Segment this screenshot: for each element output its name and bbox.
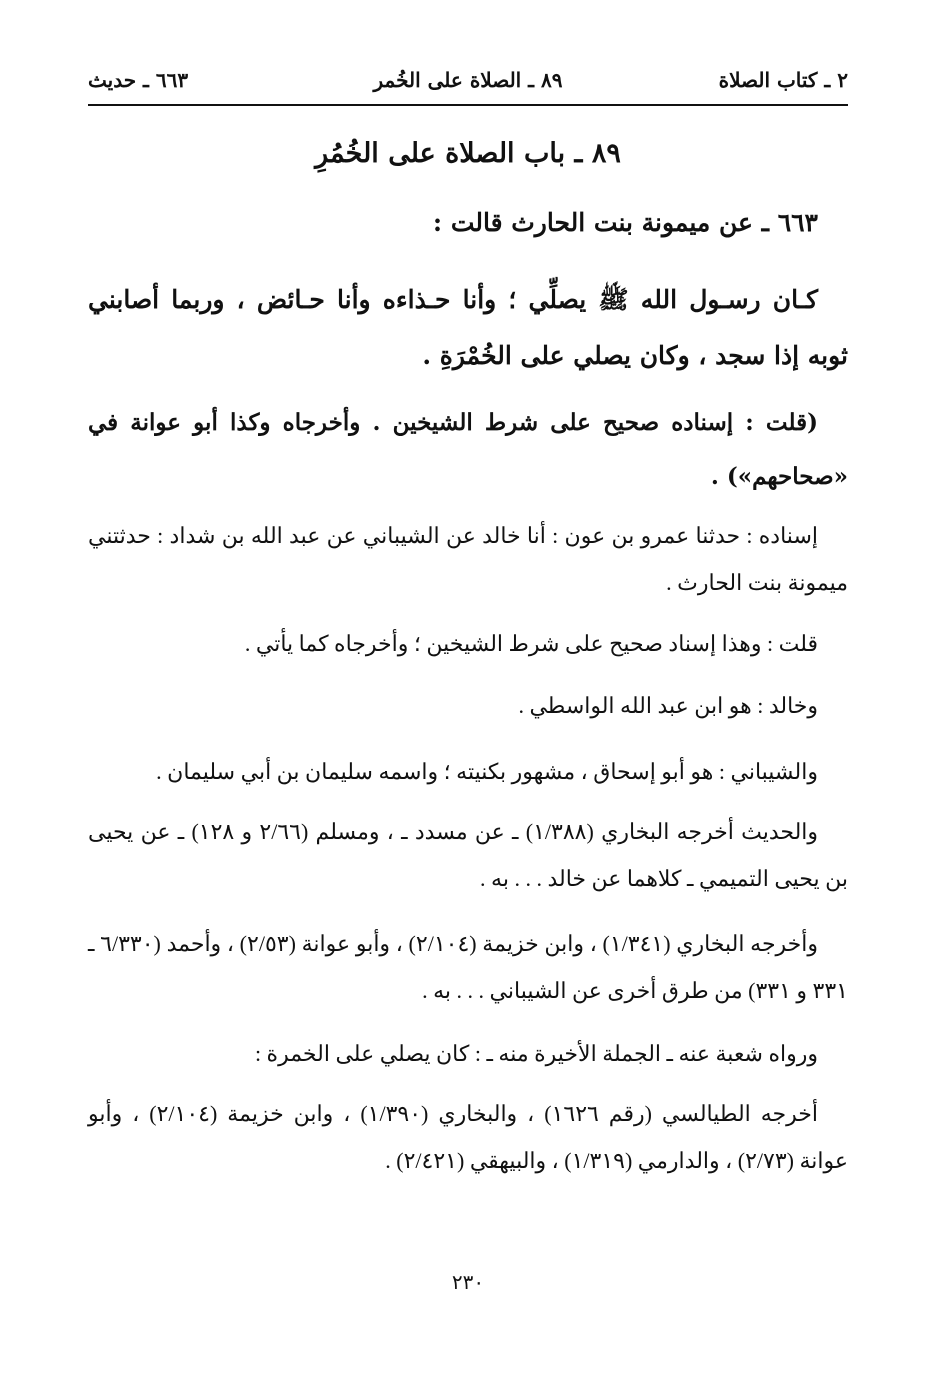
- header-chapter-title: ٨٩ ـ الصلاة على الخُمر: [373, 68, 563, 92]
- isnad-paragraph: إسناده : حدثنا عمرو بن عون : أنا خالد عن الشيباني عن عبد الله بن شداد : حدثتني ميمونة بنت الحارث .: [88, 523, 848, 595]
- running-header: [88, 68, 848, 98]
- takhrij-paragraph: والحديث أخرجه البخاري (١/٣٨٨) ـ عن مسدد ـ ، ومسلم (٢/٦٦ و ١٢٨) ـ عن يحيى بن يحيى التميمي ـ كلاهما عن خالد . . . به .: [88, 819, 848, 891]
- narrator-note-paragraph: وخالد : هو ابن عبد الله الواسطي .: [518, 693, 818, 718]
- header-divider: [88, 104, 848, 106]
- header-book-title: ٢ ـ كتاب الصلاة: [718, 68, 848, 92]
- takhrij-paragraph: أخرجه الطيالسي (رقم ١٦٢٦) ، والبخاري (١/٣٩٠) ، وابن خزيمة (٢/١٠٤) ، وأبو عوانة (٢/٧٣) ، والدارمي (١/٣١٩) ، والبيهقي (٢/٤٢١) .: [88, 1101, 848, 1173]
- page-number: ٢٣٠: [451, 1270, 485, 1294]
- takhrij-paragraph: وأخرجه البخاري (١/٣٤١) ، وابن خزيمة (٢/١٠٤) ، وأبو عوانة (٢/٥٣) ، وأحمد (٦/٣٣٠ ـ ٣٣١ و ٣٣١) من طرق أخرى عن الشيباني . . . به .: [88, 931, 848, 1003]
- header-hadith-number: ٦٦٣ ـ حديث: [88, 68, 189, 92]
- commentary-paragraph: قلت : وهذا إسناد صحيح على شرط الشيخين ؛ وأخرجاه كما يأتي .: [244, 631, 818, 656]
- chapter-title: ٨٩ ـ باب الصلاة على الخُمُرِ: [315, 138, 621, 169]
- book-page: [88, 60, 848, 1350]
- narrator-note-paragraph: والشيباني : هو أبو إسحاق ، مشهور بكنيته ؛ واسمه سليمان بن أبي سليمان .: [156, 759, 818, 784]
- hadith-text: كـان رسـول الله ﷺ يصلِّي ؛ وأنا حـذاءه وأنا حـائض ، وربما أصابني ثوبه إذا سجد ، وكان يصلي على الخُمْرَةِ .: [88, 285, 848, 370]
- author-note: (قلت : إسناده صحيح على شرط الشيخين . وأخرجاه وكذا أبو عوانة في «صحاحهم») .: [88, 409, 848, 490]
- hadith-heading: ٦٦٣ ـ عن ميمونة بنت الحارث قالت :: [432, 208, 818, 237]
- narration-note-paragraph: ورواه شعبة عنه ـ الجملة الأخيرة منه ـ : كان يصلي على الخمرة :: [254, 1041, 818, 1066]
